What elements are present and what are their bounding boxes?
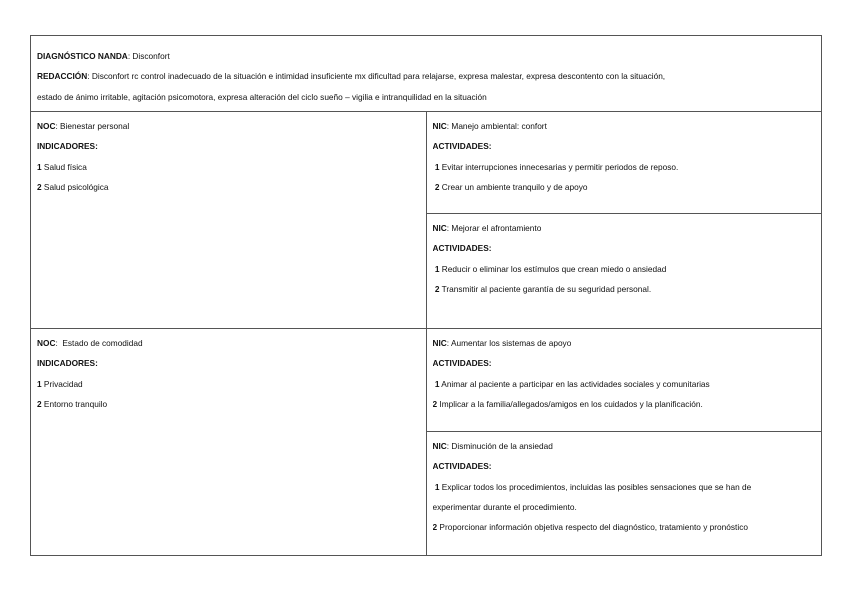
redaction-text-1: : Disconfort rc control inadecuado de la situación e intimidad insuficiente mx dificultad para relajarse, expresa malestar, expresa descontento con la situación, [87,71,666,82]
activity-item-continued: experimentar durante el procedimiento. [432,501,577,512]
activity-item: 2 Proporcionar información objetiva respecto del diagnóstico, tratamiento y pronóstico [432,522,748,533]
indicator-item: 1 Salud física [37,161,87,172]
care-plan-table [30,35,822,556]
diagnosis-label: DIAGNÓSTICO NANDA [37,51,128,61]
nic-label: NIC [432,441,447,451]
nic-value: : Disminución de la ansiedad [446,441,553,451]
diagnosis-row [31,36,822,112]
diagnosis-cell [31,36,822,112]
care-plan-sheet [30,35,822,556]
diagnosis-value: : Disconfort [127,51,170,61]
activities-label: ACTIVIDADES: [432,358,492,369]
indicators-label: INDICADORES: [37,141,98,152]
activities-label: ACTIVIDADES: [432,461,492,472]
redaction-label: REDACCIÓN [37,71,88,82]
redaction-line [37,66,815,86]
nic-label: NIC [432,121,447,131]
nic-title [433,333,816,353]
activity-item: 1 Reducir o eliminar los estímulos que crean miedo o ansiedad [434,263,667,274]
nic-value: : Mejorar el afrontamiento [446,223,542,233]
activity-item: 1 Explicar todos los procedimientos, incluidas las posibles sensaciones que se han de [434,481,752,492]
noc-value: : Bienestar personal [55,121,130,131]
activities-label: ACTIVIDADES: [432,243,492,254]
noc-block-row [31,112,822,214]
nic-value: : Aumentar los sistemas de apoyo [446,338,572,348]
nic-title [433,218,816,238]
nic-label: NIC [432,338,447,348]
noc-cell [31,112,427,329]
activity-item: 2 Transmitir al paciente garantía de su seguridad personal. [434,283,652,294]
activity-item: 2 Crear un ambiente tranquilo y de apoyo [434,181,588,192]
activity-item: 2 Implicar a la familia/allegados/amigos en los cuidados y la planificación. [432,398,703,409]
noc-block-row [31,329,822,432]
activity-item: 1 Animar al paciente a participar en las actividades sociales y comunitarias [434,378,710,389]
nic-cell [426,329,822,432]
noc-label: NOC [37,121,56,131]
redaction-text-2: estado de ánimo irritable, agitación psicomotora, expresa alteración del ciclo sueño – vigilia e intranquilidad en la situación [37,91,487,102]
nic-label: NIC [432,223,447,233]
nic-title [433,116,816,136]
nic-cell [426,432,822,556]
noc-value: : Estado de comodidad [55,338,143,348]
noc-cell [31,329,427,556]
activity-item: 1 Evitar interrupciones innecesarias y permitir periodos de reposo. [434,161,679,172]
diagnosis-line [37,46,815,66]
noc-title [37,116,420,136]
redaction-line-2 [37,87,815,107]
indicator-item: 1 Privacidad [37,378,83,389]
nic-cell [426,214,822,329]
activities-label: ACTIVIDADES: [432,141,492,152]
nic-value: : Manejo ambiental: confort [446,121,547,131]
indicators-label: INDICADORES: [37,358,98,369]
nic-cell [426,112,822,214]
noc-title [37,333,420,353]
nic-title [433,436,816,456]
indicator-item: 2 Entorno tranquilo [37,398,108,409]
noc-label: NOC [37,338,56,348]
indicator-item: 2 Salud psicológica [37,181,109,192]
